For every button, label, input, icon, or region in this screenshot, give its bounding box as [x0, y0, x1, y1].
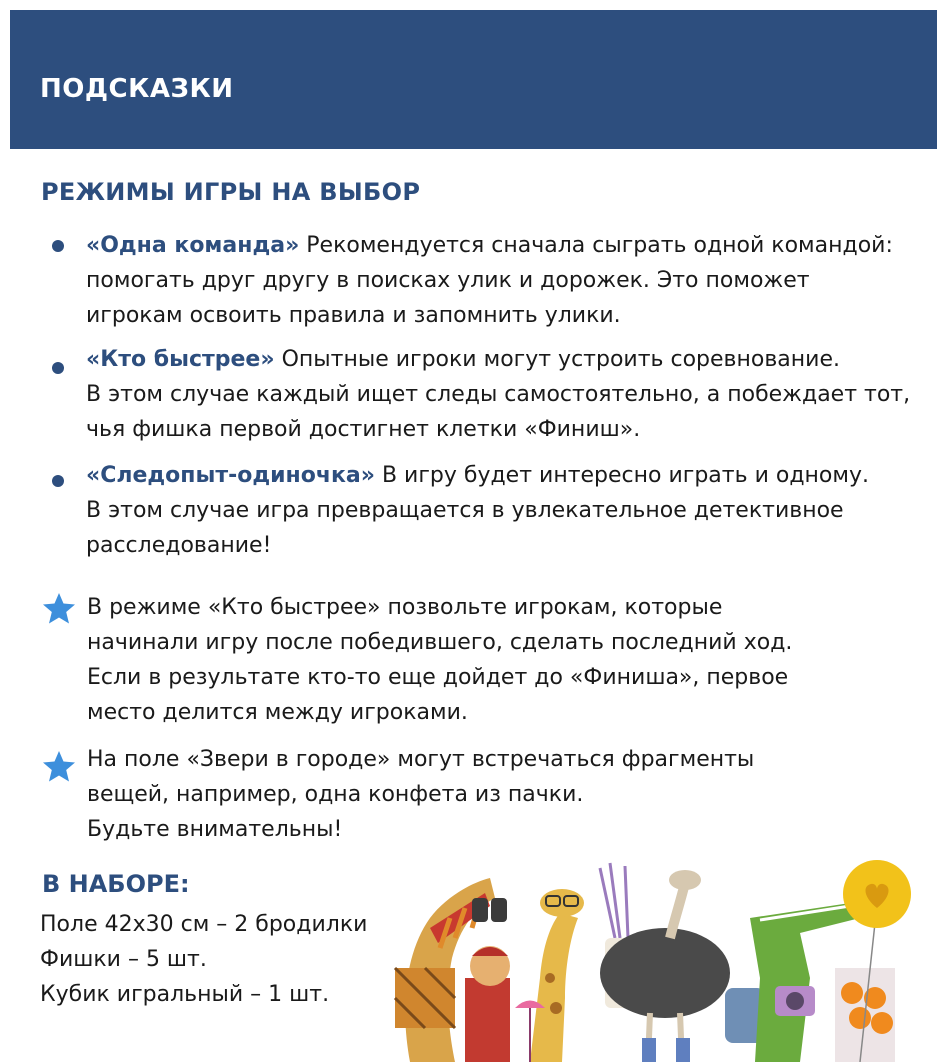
- kit-item: Фишки – 5 шт.: [40, 947, 207, 972]
- mode-item: [52, 228, 912, 333]
- animals-illustration: [380, 858, 947, 1062]
- binoculars-figure: [472, 898, 507, 922]
- kit-item: Поле 42х30 см – 2 бродилки: [40, 912, 368, 937]
- giraffe-head-figure: [530, 889, 584, 1062]
- kit-item: Кубик игральный – 1 шт.: [40, 982, 330, 1007]
- tip-line: В режиме «Кто быстрее» позвольте игрокам, которые: [87, 595, 723, 620]
- tip-line: место делится между игроками.: [87, 700, 468, 725]
- mode-description: помогать друг другу в поисках улик и дорожек. Это поможет: [86, 268, 810, 293]
- mode-description: В игру будет интересно играть и одному.: [374, 463, 869, 488]
- ostrich-figure: [600, 870, 730, 1062]
- mode-description: игрокам освоить правила и запомнить улики.: [86, 303, 621, 328]
- mode-description: В этом случае игра превращается в увлекательное детективное: [86, 498, 844, 523]
- tip-line: Будьте внимательны!: [87, 817, 343, 842]
- kit-title: В НАБОРЕ:: [42, 870, 190, 898]
- page-title: ПОДСКАЗКИ: [40, 74, 234, 104]
- star-icon: [42, 592, 76, 625]
- modes-section-title: РЕЖИМЫ ИГРЫ НА ВЫБОР: [41, 178, 421, 206]
- mode-description: чья фишка первой достигнет клетки «Финиш».: [86, 417, 641, 442]
- mode-description: Рекомендуется сначала сыграть одной командой:: [299, 233, 893, 258]
- star-icon: [42, 750, 76, 783]
- mode-name: «Следопыт-одиночка»: [86, 463, 375, 488]
- mode-item: [52, 458, 912, 563]
- dot-bullet-icon: [52, 475, 64, 487]
- header-banner: [10, 10, 937, 149]
- dot-bullet-icon: [52, 240, 64, 252]
- mode-name: «Одна команда»: [86, 233, 300, 258]
- tip-line: начинали игру после победившего, сделать последний ход.: [87, 630, 793, 655]
- dot-bullet-icon: [52, 362, 64, 374]
- mode-name: «Кто быстрее»: [86, 347, 275, 372]
- tip-line: Если в результате кто-то еще дойдет до «Финиша», первое: [87, 665, 789, 690]
- mode-description: расследование!: [86, 533, 272, 558]
- mode-description: Опытные игроки могут устроить соревнование.: [274, 347, 840, 372]
- mode-item: [52, 342, 912, 447]
- tip-item: [42, 742, 902, 847]
- tip-item: [42, 590, 902, 730]
- tip-line: На поле «Звери в городе» могут встречаться фрагменты: [87, 747, 755, 772]
- tip-line: вещей, например, одна конфета из пачки.: [87, 782, 584, 807]
- mode-description: В этом случае каждый ищет следы самостоятельно, а побеждает тот,: [86, 382, 911, 407]
